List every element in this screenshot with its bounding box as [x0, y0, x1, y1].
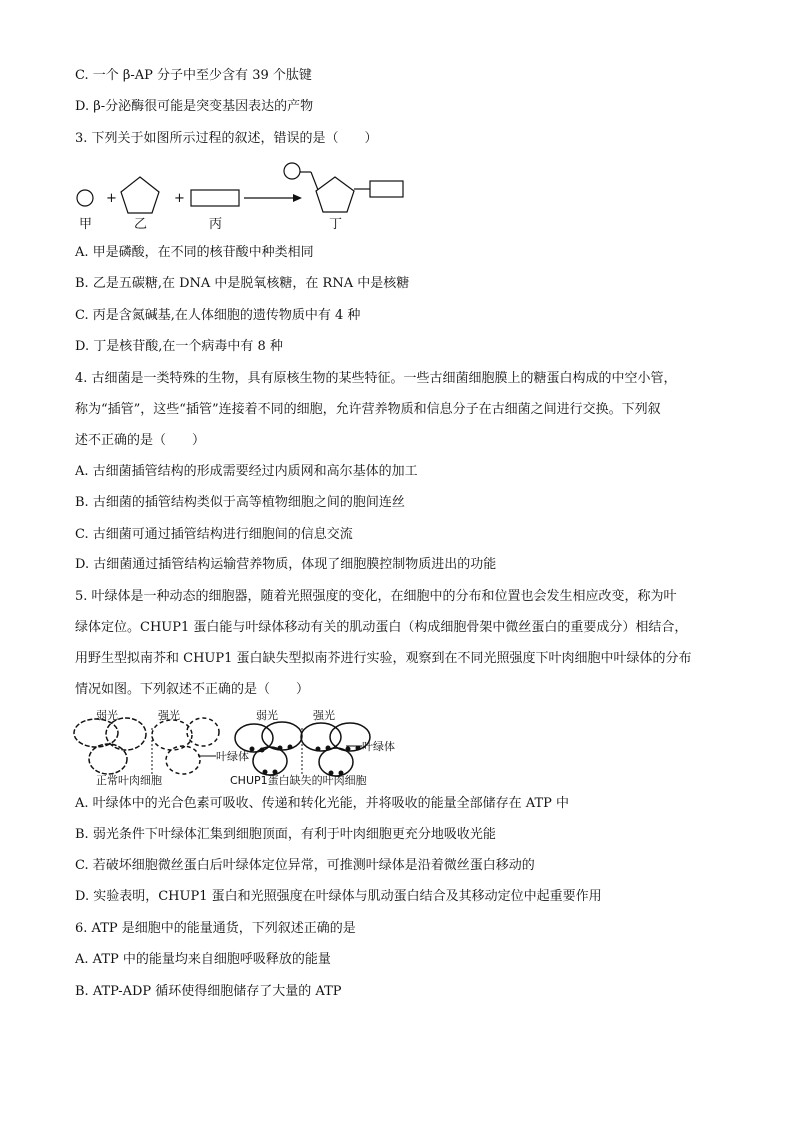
q5-stem-line-4: 情况如图。下列叙述不正确的是（ ）	[75, 682, 310, 697]
nucleotide-structure-icon	[284, 163, 403, 212]
normal-cell-strong-light-icon	[152, 718, 219, 774]
q5-option-b: B. 弱光条件下叶绿体汇集到细胞顶面，有利于叶肉细胞更充分地吸收光能	[75, 827, 496, 842]
plus-sign-1: +	[106, 191, 117, 206]
caption-mutant-cells: CHUP1蛋白缺失的叶肉细胞	[230, 774, 367, 787]
q5-stem-line-1: 5. 叶绿体是一种动态的细胞器，随着光照强度的变化，在细胞中的分布和位置也会发生相应改变，称为叶	[75, 589, 677, 604]
normal-cell-weak-light-icon	[74, 718, 146, 774]
q4-option-c: C. 古细菌可通过插管结构进行细胞间的信息交流	[75, 527, 353, 542]
q5-stem-line-3: 用野生型拟南芥和 CHUP1 蛋白缺失型拟南芥进行实验，观察到在不同光照强度下叶肉细胞中叶绿体的分布	[75, 651, 692, 666]
reaction-arrow-icon	[244, 194, 302, 202]
plus-sign-2: +	[174, 191, 185, 206]
q4-option-b: B. 古细菌的插管结构类似于高等植物细胞之间的胞间连丝	[75, 495, 405, 510]
label-chloroplast-mutant: 叶绿体	[362, 740, 395, 753]
q3-option-c: C. 丙是含氮碱基,在人体细胞的遗传物质中有 4 种	[75, 308, 361, 323]
q3-stem: 3. 下列关于如图所示过程的叙述，错误的是（ ）	[75, 131, 378, 146]
base-rectangle-icon	[191, 190, 239, 206]
q5-option-a: A. 叶绿体中的光合色素可吸收、传递和转化光能，并将吸收的能量全部储存在 ATP 中	[75, 796, 570, 811]
q4-stem-line-2: 称为“插管”，这些“插管”连接着不同的细胞，允许营养物质和信息分子在古细菌之间进行交换。下列叙	[75, 402, 661, 417]
q6-option-a: A. ATP 中的能量均来自细胞呼吸释放的能量	[75, 952, 331, 967]
q5-option-c: C. 若破坏细胞微丝蛋白后叶绿体定位异常，可推测叶绿体是沿着微丝蛋白移动的	[75, 858, 535, 873]
label-weak-light-mutant: 弱光	[256, 709, 278, 722]
label-ding: 丁	[329, 217, 343, 232]
label-weak-light-normal: 弱光	[96, 709, 118, 722]
caption-normal-cells: 正常叶肉细胞	[96, 774, 162, 787]
q6-stem: 6. ATP 是细胞中的能量通货，下列叙述正确的是	[75, 921, 356, 936]
pentose-pentagon-icon	[121, 177, 159, 213]
q3-option-a: A. 甲是磷酸，在不同的核苷酸中种类相同	[75, 245, 314, 260]
q6-option-b: B. ATP-ADP 循环使得细胞储存了大量的 ATP	[75, 984, 342, 999]
label-yi: 乙	[134, 217, 148, 232]
q4-stem-line-3: 述不正确的是（ ）	[75, 433, 206, 448]
nucleotide-formation-diagram	[60, 155, 420, 235]
q3-option-d: D. 丁是核苷酸,在一个病毒中有 8 种	[75, 339, 283, 354]
phosphate-circle-icon	[77, 190, 93, 206]
label-jia: 甲	[79, 217, 93, 232]
q2-option-d: D. β-分泌酶很可能是突变基因表达的产物	[75, 99, 314, 114]
q4-option-d: D. 古细菌通过插管结构运输营养物质，体现了细胞膜控制物质进出的功能	[75, 557, 497, 572]
q5-option-d: D. 实验表明，CHUP1 蛋白和光照强度在叶绿体与肌动蛋白结合及其移动定位中起重要作用	[75, 889, 602, 904]
q4-stem-line-1: 4. 古细菌是一类特殊的生物，具有原核生物的某些特征。一些古细菌细胞膜上的糖蛋白构成的中空小管，	[75, 371, 677, 386]
label-strong-light-normal: 强光	[158, 709, 180, 722]
chloroplast-distribution-figure	[70, 704, 400, 788]
q3-option-b: B. 乙是五碳糖,在 DNA 中是脱氧核糖，在 RNA 中是核糖	[75, 276, 410, 291]
label-chloroplast-normal: 叶绿体	[216, 750, 249, 763]
label-bing: 丙	[209, 217, 223, 232]
q4-option-a: A. 古细菌插管结构的形成需要经过内质网和高尔基体的加工	[75, 464, 418, 479]
q5-stem-line-2: 绿体定位。CHUP1 蛋白能与叶绿体移动有关的肌动蛋白（构成细胞骨架中微丝蛋白的重要成分）相结合，	[75, 620, 688, 635]
q2-option-c: C. 一个 β-AP 分子中至少含有 39 个肽键	[75, 68, 312, 83]
label-strong-light-mutant: 强光	[313, 709, 335, 722]
